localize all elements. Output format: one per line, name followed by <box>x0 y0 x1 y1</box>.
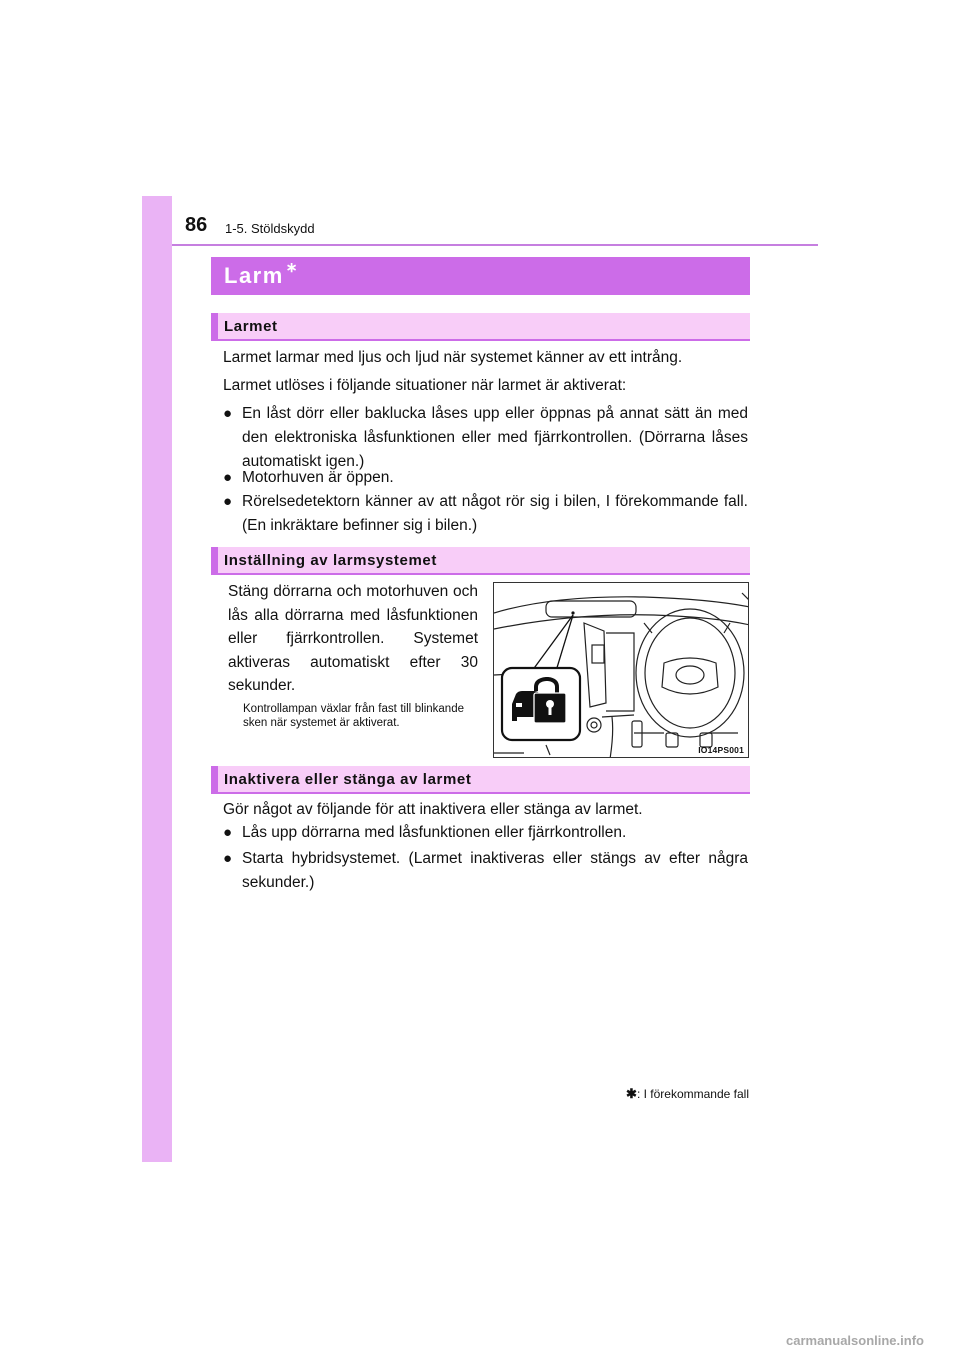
inaktivera-bullet-1 <box>223 821 748 845</box>
page-number: 86 <box>185 214 208 236</box>
installning-text: Stäng dörrarna och motorhuven och lås alla dörrarna med låsfunktionen eller fjärrkontrollen. Systemet aktiveras automatiskt efter 30 sekunder. <box>228 583 478 694</box>
inaktivera-intro: Gör något av följande för att inaktivera eller stänga av larmet. <box>223 801 643 818</box>
bullet-dot: ● <box>223 493 233 510</box>
bullet-text: Rörelsedetektorn känner av att något rör sig i bilen, I förekommande fall. (En inkräktare befinner sig i bilen.) <box>242 493 748 534</box>
bullet-text: Lås upp dörrarna med låsfunktionen eller fjärrkontrollen. <box>242 824 627 841</box>
dashboard-drawing <box>494 583 749 758</box>
page-title-bar <box>211 257 750 295</box>
bullet-text: En låst dörr eller baklucka låses upp eller öppnas på annat sätt än med den elektroniska låsfunktionen eller med fjärrkontrollen. (Dörrarna låses automatiskt igen.) <box>242 405 748 470</box>
inaktivera-bullet-2 <box>223 847 748 895</box>
watermark: carmanualsonline.info <box>786 1333 924 1348</box>
bullet-dot: ● <box>223 850 233 867</box>
bullet-dot: ● <box>223 469 233 486</box>
larmet-bullet-3 <box>223 490 748 538</box>
bullet-dot: ● <box>223 405 233 422</box>
footnote-text: : I förekommande fall <box>636 1087 749 1101</box>
side-tab-band <box>142 196 172 1162</box>
title-star: ∗ <box>285 259 298 275</box>
heading-installning: Inställning av larmsystemet <box>211 547 750 575</box>
heading-larmet: Larmet <box>211 313 750 341</box>
larmet-trigger-intro: Larmet utlöses i följande situationer när larmet är aktiverat: <box>223 377 627 394</box>
footnote <box>600 1086 749 1102</box>
page-title: Larm <box>224 263 284 288</box>
bullet-text: Motorhuven är öppen. <box>242 469 394 486</box>
installning-note: Kontrollampan växlar från fast till blinkande sken när systemet är aktiverat. <box>243 703 464 729</box>
heading-inaktivera: Inaktivera eller stänga av larmet <box>211 766 750 794</box>
bullet-text: Starta hybridsystemet. (Larmet inaktiveras eller stängs av efter några sekunder.) <box>242 850 748 891</box>
larmet-bullet-2 <box>223 466 748 490</box>
header-rule <box>172 244 818 246</box>
bullet-dot: ● <box>223 824 233 841</box>
dashboard-illustration <box>493 582 749 758</box>
footnote-star: ✱ <box>626 1086 637 1101</box>
figure-code: IO14PS001 <box>698 745 744 755</box>
section-label: 1-5. Stöldskydd <box>225 221 315 236</box>
larmet-intro: Larmet larmar med ljus och ljud när systemet känner av ett intrång. <box>223 349 683 366</box>
larmet-bullet-1 <box>223 402 748 474</box>
